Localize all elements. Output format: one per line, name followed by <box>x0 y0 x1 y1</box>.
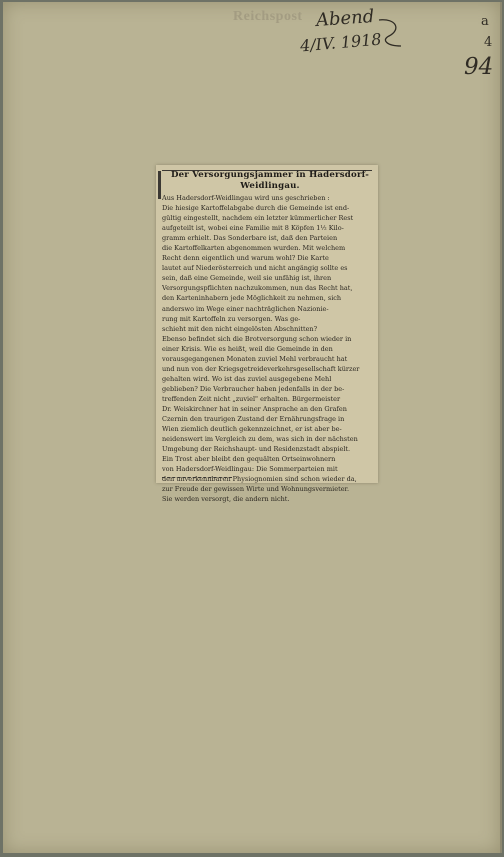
article-line: Wien ziemlich deutlich gekennzeichnet, er ist aber be- <box>162 425 342 434</box>
article-line: den Karteninhabern jede Möglichkeit zu nehmen, sich <box>162 294 342 303</box>
article-line: treffenden Zeit nicht „zuviel" erhalten. Bürgermeister <box>162 394 341 403</box>
article-line: lautet auf Niederösterreich und nicht angängig sollte es <box>162 264 348 273</box>
article-line: Versorgungspflichten nachzukommen, nun das Recht hat, <box>162 284 353 293</box>
article-line: zur Freude der gewissen Wirte und Wohnungsvermieter. <box>162 485 350 494</box>
article-line: Aus Hadersdorf-Weidlingau wird uns geschrieben : <box>162 194 330 202</box>
article-line: Recht denn eigentlich und warum wohl? Die Karte <box>162 254 329 263</box>
article-line: aufgeteilt ist, wobei eine Familie mit 8 Köpfen 1½ Kilo- <box>162 224 344 233</box>
clipping-bottom-rule <box>162 477 232 481</box>
article-line: gültig eingestellt, nachdem ein letzter kümmerlicher Rest <box>162 214 354 223</box>
article-line: von Hadersdorf-Weidlingau: Die Sommerparteien mit <box>162 465 338 474</box>
article-line: Ebenso befindet sich die Brotversorgung schon wieder in <box>162 334 352 343</box>
article-line: anderswo im Wege einer nachträglichen Nazionie- <box>162 304 329 313</box>
handwritten-edition: Abend <box>315 5 375 32</box>
margin-number: 4 <box>484 35 493 50</box>
folio-number: 94 <box>464 54 494 80</box>
archive-sheet <box>3 2 502 853</box>
article-line: neidenswert im Vergleich zu dem, was sich in der nächsten <box>162 435 358 444</box>
article-line: schieht mit den nicht eingelösten Abschnitten? <box>162 324 318 333</box>
article-line: Czernin den traurigen Zustand der Ernährungsfrage in <box>162 415 345 424</box>
article-line: gramm erhielt. Das Sonderbare ist, daß den Parteien <box>162 234 338 243</box>
article-body <box>162 193 375 504</box>
article-line: Umgebung der Reichshaupt- und Residenzstadt abspielt. <box>162 445 351 454</box>
article-line: Sie werden versorgt, die andern nicht. <box>162 495 290 504</box>
article-headline: Der Versorgungsjammer in Hadersdorf-Weidlingau. <box>170 170 370 191</box>
article-line: Die hiesige Kartoffelabgabe durch die Gemeinde ist end- <box>162 204 350 213</box>
clipping-column-bar <box>158 171 161 199</box>
handwritten-date: 4/IV. 1918 <box>299 29 383 56</box>
article-line: den unverkennbaren Physiognomien sind schon wieder da, <box>162 475 357 484</box>
article-line: rung mit Kartoffeln zu versorgen. Was ge- <box>162 314 301 323</box>
article-line: und nun von der Kriegsgetreideverkehrsgesellschaft kürzer <box>162 364 360 373</box>
article-line: geblieben? Die Verbraucher haben jedenfalls in der be- <box>162 384 345 393</box>
article-line: Ein Trost aber bleibt den gequälten Ortseinwohnern <box>162 455 336 464</box>
article-line: gehalten wird. Wo ist das zuviel ausgegebene Mehl <box>162 374 332 383</box>
article-line: einer Krisis. Wie es heißt, weil die Gemeinde in den <box>162 344 333 353</box>
newspaper-clipping <box>156 165 378 504</box>
article-line: Dr. Weiskirchner hat in seiner Ansprache an den Grafen <box>162 404 347 413</box>
article-line: die Kartoffelkarten abgenommen wurden. Mit welchem <box>162 244 346 253</box>
article-line: vorausgegangenen Monaten zuviel Mehl verbraucht hat <box>162 354 348 363</box>
margin-letter: a <box>481 14 489 29</box>
article-line: sein, daß eine Gemeinde, weil sie unfähig ist, ihren <box>162 274 332 283</box>
newspaper-stamp: Reichspost <box>233 9 303 24</box>
